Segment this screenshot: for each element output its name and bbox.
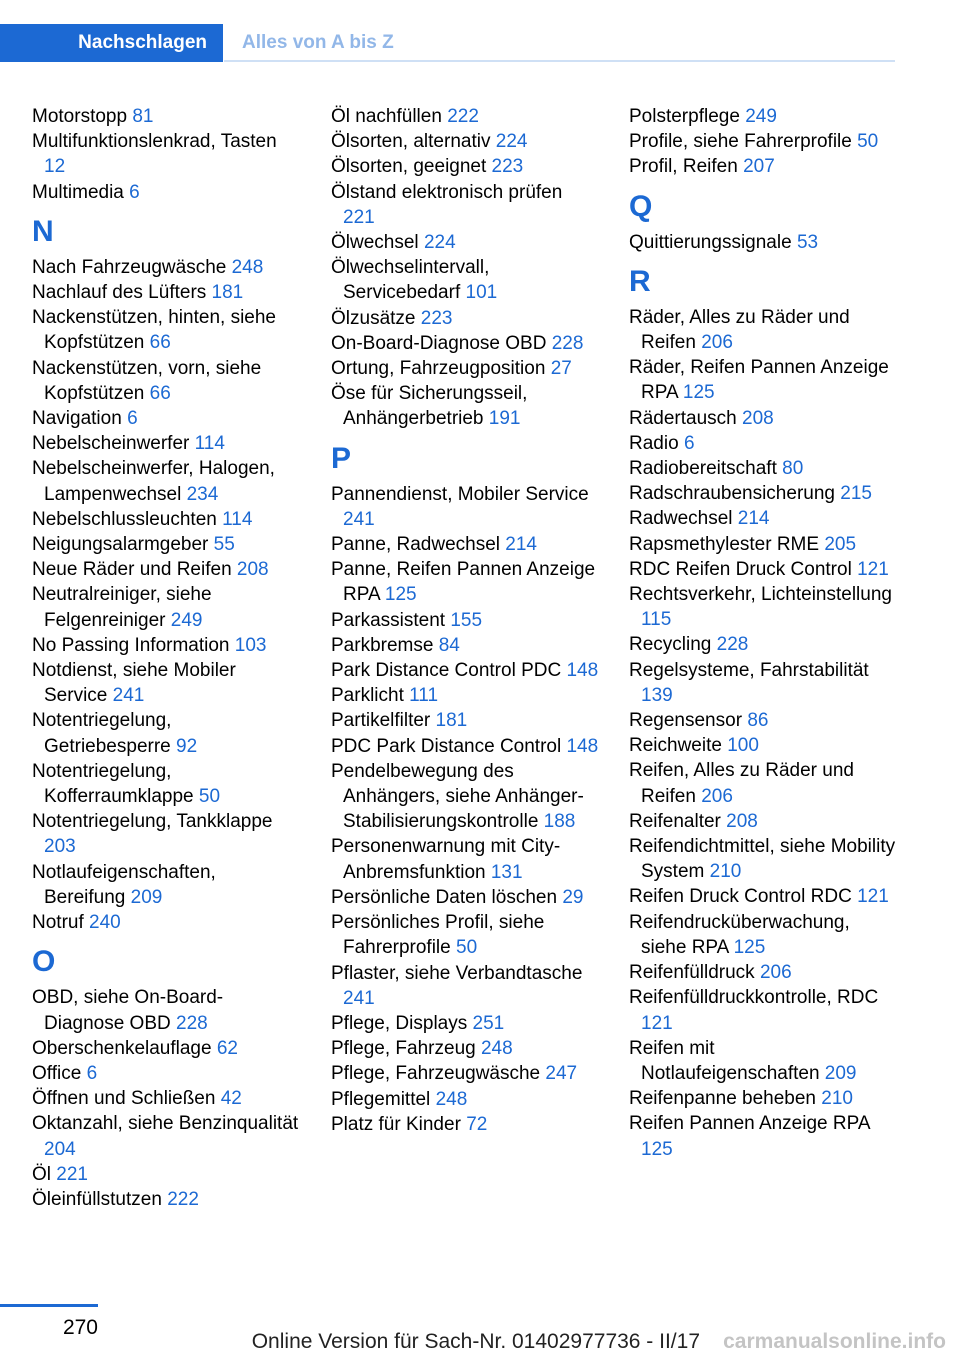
index-entry	[629, 456, 897, 481]
index-entry	[32, 406, 300, 431]
index-entry	[331, 1011, 599, 1036]
page-link[interactable]: 204	[44, 1138, 76, 1160]
entry-term: Radschraubensicherung	[629, 483, 835, 505]
page-link[interactable]: 92	[176, 735, 198, 757]
index-entry	[32, 1036, 300, 1061]
index-entry	[32, 532, 300, 557]
entry-term: Öleinfüllstutzen	[32, 1188, 162, 1210]
online-version-note: Online Version für Sach-Nr. 01402977736 - II/17	[251, 1330, 700, 1353]
entry-term: Neue Räder und Reifen	[32, 559, 232, 581]
entry-term: Recycling	[629, 634, 712, 656]
index-entry	[331, 230, 599, 255]
index-entry	[629, 129, 897, 154]
entry-term: Reifen, Alles zu Räder und Reifen	[629, 760, 854, 807]
entry-term: Öl	[32, 1163, 51, 1185]
page-link[interactable]: 114	[194, 433, 225, 455]
entry-term: Notlaufeigenschaften, Bereifung	[32, 861, 216, 908]
page-link[interactable]: 241	[112, 685, 145, 707]
entry-term: Reichweite	[629, 735, 722, 757]
index-entry	[331, 482, 599, 532]
page-link[interactable]: 155	[450, 609, 483, 631]
entry-term: Persönliches Profil, siehe Fahrerprofile	[331, 912, 545, 959]
entry-term: Ölwechsel	[331, 232, 419, 254]
page-link[interactable]: 228	[716, 634, 749, 656]
entry-term: Parkbremse	[331, 634, 434, 656]
entry-term: Notentriegelung, Kofferraumklappe	[32, 760, 194, 808]
footer-rule	[0, 1304, 98, 1307]
index-entry	[629, 431, 897, 456]
index-entry	[629, 809, 897, 834]
index-entry	[629, 230, 897, 255]
page-link[interactable]: 6	[129, 181, 140, 203]
page-link[interactable]: 12	[44, 156, 66, 178]
entry-term: Reifenalter	[629, 810, 721, 832]
entry-term: Reifen mit Notlaufeigenschaften	[629, 1037, 820, 1084]
index-entry	[629, 658, 897, 708]
entry-term: Nach Fahrzeugwäsche	[32, 256, 227, 278]
entry-term: Nebelschlussleuchten	[32, 508, 217, 530]
index-entry	[32, 1061, 300, 1086]
entry-term: Radwechsel	[629, 508, 733, 530]
entry-term: Ölwechselintervall, Servicebedarf	[331, 257, 490, 304]
page-link[interactable]: 125	[641, 1138, 673, 1160]
index-entry	[32, 255, 300, 280]
entry-term: No Passing Information	[32, 634, 230, 656]
index-entry	[32, 582, 300, 632]
index-entry	[331, 331, 599, 356]
index-entry	[32, 557, 300, 582]
index-entry	[32, 129, 300, 179]
index-entry	[32, 1187, 300, 1212]
page-link[interactable]: 55	[213, 534, 235, 556]
entry-term: Parklicht	[331, 685, 404, 707]
entry-term: Profile, siehe Fahrerprofile	[629, 131, 852, 153]
entry-term: Neigungsalarmgeber	[32, 534, 209, 556]
index-entry	[331, 910, 599, 960]
index-entry	[32, 431, 300, 456]
page-link[interactable]: 206	[759, 962, 792, 984]
entry-term: Reifendrucküberwachung, siehe RPA	[629, 911, 850, 958]
page-link[interactable]: 50	[857, 131, 879, 153]
page-link[interactable]: 6	[127, 408, 138, 430]
index-entry	[32, 860, 300, 910]
index-entry	[629, 406, 897, 431]
entry-term: Polsterpflege	[629, 106, 740, 127]
index-column-2	[331, 104, 599, 1137]
entry-term: PDC Park Distance Control	[331, 735, 562, 757]
entry-term: Reifen Druck Control RDC	[629, 886, 852, 908]
index-entry	[629, 834, 897, 884]
page-link[interactable]: 209	[824, 1062, 857, 1084]
page-link[interactable]: 50	[198, 786, 221, 808]
page-link[interactable]: 215	[840, 483, 872, 505]
page-link[interactable]: 203	[44, 836, 76, 858]
index-entry	[331, 658, 599, 683]
page-link[interactable]: 66	[149, 382, 171, 404]
index-entry	[331, 306, 599, 331]
entry-term: On-Board-Diagnose OBD	[331, 332, 547, 354]
index-entry	[331, 154, 599, 179]
entry-term: Öffnen und Schließen	[32, 1088, 216, 1110]
entry-term: Radio	[629, 432, 679, 454]
page-link[interactable]: 86	[747, 710, 769, 732]
page-link[interactable]: 81	[132, 106, 154, 127]
entry-term: Öse für Sicherungsseil, Anhängerbetrieb	[331, 383, 528, 430]
index-entry	[331, 381, 599, 431]
entry-term: Pflegemittel	[331, 1088, 431, 1110]
index-entry	[629, 960, 897, 985]
page-link[interactable]: 224	[495, 131, 528, 153]
page-link[interactable]: 50	[456, 937, 478, 959]
index-entry	[331, 532, 599, 557]
index-entry	[629, 758, 897, 808]
index-entry	[629, 910, 897, 960]
page-link[interactable]: 111	[409, 685, 439, 707]
index-entry	[629, 1111, 897, 1161]
index-entry	[331, 557, 599, 607]
entry-term: Nackenstützen, vorn, siehe Kopfstützen	[32, 357, 262, 404]
entry-term: Ortung, Fahrzeugposition	[331, 358, 546, 380]
index-entry	[331, 129, 599, 154]
index-entry	[32, 759, 300, 809]
page-link[interactable]: 248	[480, 1038, 513, 1060]
page-link[interactable]: 101	[465, 282, 498, 304]
page-link[interactable]: 223	[491, 156, 524, 178]
entry-term: Pflege, Fahrzeug	[331, 1038, 476, 1060]
page-link[interactable]: 125	[682, 382, 715, 404]
entry-term: Öl nachfüllen	[331, 106, 442, 127]
entry-term: Pflaster, siehe Verbandtasche	[331, 962, 583, 984]
index-entry	[32, 708, 300, 758]
index-entry	[32, 280, 300, 305]
page-link[interactable]: 248	[231, 256, 264, 278]
tab-label: Alles von A bis Z	[242, 32, 394, 53]
page-link[interactable]: 72	[466, 1113, 488, 1135]
entry-term: Pflege, Fahrzeugwäsche	[331, 1063, 541, 1085]
entry-term: Nebelscheinwerfer, Halogen, Lampenwechsel	[32, 458, 275, 505]
page-link[interactable]: 214	[505, 534, 537, 556]
page-link[interactable]: 66	[149, 332, 171, 354]
page-link[interactable]: 103	[234, 634, 267, 656]
page-link[interactable]: 248	[435, 1088, 468, 1110]
entry-term: Ölsorten, geeignet	[331, 156, 487, 178]
index-entry	[331, 708, 599, 733]
index-entry	[629, 985, 897, 1035]
page-link[interactable]: 205	[824, 533, 857, 555]
index-entry	[331, 759, 599, 835]
index-entry	[629, 884, 897, 909]
entry-term: Pannendienst, Mobiler Service	[331, 483, 589, 505]
page-link[interactable]: 221	[56, 1163, 88, 1185]
page-link[interactable]: 210	[821, 1088, 853, 1110]
index-entry	[629, 733, 897, 758]
index-entry	[629, 557, 897, 582]
page-link[interactable]: 214	[737, 508, 770, 530]
page-link[interactable]: 208	[726, 810, 758, 832]
index-entry	[629, 632, 897, 657]
page-link[interactable]: 121	[857, 886, 889, 908]
page-link[interactable]: 121	[641, 1012, 673, 1034]
index-entry	[629, 305, 897, 355]
entry-term: Notruf	[32, 912, 84, 934]
page-link[interactable]: 223	[420, 307, 453, 329]
entry-term: Reifenfülldruckkontrolle, RDC	[629, 987, 879, 1009]
entry-term: Ölsorten, alternativ	[331, 131, 491, 153]
section-letter: Q	[629, 189, 653, 223]
page-link[interactable]: 29	[562, 886, 584, 908]
page-link[interactable]: 247	[545, 1063, 578, 1085]
page-link[interactable]: 181	[211, 282, 244, 304]
page-link[interactable]: 188	[543, 811, 576, 833]
entry-term: Oktanzahl, siehe Benzinqualität	[32, 1113, 299, 1135]
entry-term: Office	[32, 1062, 82, 1084]
page-number: 270	[62, 1316, 98, 1339]
entry-term: RDC Reifen Druck Control	[629, 558, 852, 580]
entry-term: Pendelbewegung des Anhängers, siehe Anhänger-Stabilisierungskontrolle	[331, 760, 584, 833]
page-link[interactable]: 100	[727, 735, 759, 757]
index-entry	[331, 683, 599, 708]
page-link[interactable]: 228	[551, 332, 584, 354]
index-entry	[32, 633, 300, 658]
page-link[interactable]: 251	[472, 1012, 505, 1034]
entry-term: Ölstand elektronisch prüfen	[331, 181, 563, 203]
entry-term: Motorstopp	[32, 106, 128, 127]
entry-term: Personenwarnung mit City-Anbremsfunktion	[331, 836, 561, 883]
index-entry	[32, 809, 300, 859]
page-link[interactable]: 6	[683, 432, 695, 454]
index-entry	[331, 104, 599, 129]
page-link[interactable]: 191	[488, 408, 521, 430]
section-letter: R	[629, 264, 651, 298]
page-link[interactable]: 209	[130, 886, 163, 908]
entry-term: Räder, Reifen Pannen Anzeige RPA	[629, 357, 889, 404]
page-link[interactable]: 42	[220, 1088, 242, 1110]
page-link[interactable]: 181	[435, 710, 468, 732]
entry-term: Notentriegelung, Getriebesperre	[32, 710, 172, 757]
watermark: carmanualsonline.info	[723, 1330, 946, 1353]
index-entry	[32, 1111, 300, 1161]
entry-term: Notdienst, siehe Mobiler Service	[32, 660, 236, 707]
page-link[interactable]: 249	[745, 106, 777, 127]
index-entry	[629, 1086, 897, 1111]
page-link[interactable]: 222	[167, 1188, 199, 1210]
index-entry	[331, 180, 599, 230]
page-link[interactable]: 206	[701, 785, 733, 807]
index-entry	[32, 180, 300, 205]
entry-term: Pflege, Displays	[331, 1012, 468, 1034]
index-entry	[331, 356, 599, 381]
page-link[interactable]: 125	[733, 936, 766, 958]
index-column-1	[32, 104, 300, 1212]
entry-term: Rechtsverkehr, Lichteinstellung	[629, 584, 892, 606]
page-link[interactable]: 80	[782, 458, 804, 480]
index-entry	[629, 154, 897, 179]
index-entry	[32, 658, 300, 708]
entry-term: Reifen Pannen Anzeige RPA	[629, 1113, 870, 1135]
index-entry	[629, 481, 897, 506]
page-link[interactable]: 249	[170, 609, 203, 631]
index-entry	[629, 582, 897, 632]
page-link[interactable]: 208	[742, 407, 774, 429]
index-entry	[331, 1112, 599, 1137]
entry-term: Panne, Radwechsel	[331, 534, 500, 556]
index-entry	[629, 1036, 897, 1086]
index-entry	[331, 834, 599, 884]
index-entry	[331, 1087, 599, 1112]
page-link[interactable]: 208	[236, 559, 269, 581]
entry-term: Neutralreiniger, siehe Felgenreiniger	[32, 584, 212, 631]
entry-term: Räder, Alles zu Räder und Reifen	[629, 306, 850, 354]
page-link[interactable]: 241	[343, 987, 375, 1009]
entry-term: Multifunktionslenkrad, Tasten	[32, 131, 277, 153]
entry-term: Rapsmethylester RME	[629, 533, 820, 555]
index-entry	[331, 734, 599, 759]
page-link[interactable]: 148	[566, 735, 599, 757]
entry-term: Rädertausch	[629, 407, 737, 429]
page-link[interactable]: 224	[423, 232, 456, 254]
index-entry	[629, 355, 897, 405]
index-entry	[331, 633, 599, 658]
header-tabs	[0, 24, 895, 62]
entry-term: Ölzusätze	[331, 307, 416, 329]
entry-term: Regelsysteme, Fahrstabilität	[629, 659, 869, 681]
page-link[interactable]: 131	[490, 861, 523, 883]
page-link[interactable]: 53	[796, 231, 819, 253]
page-link[interactable]: 6	[86, 1062, 98, 1084]
entry-term: Platz für Kinder	[331, 1113, 461, 1135]
page-link[interactable]: 62	[216, 1037, 238, 1059]
index-entry	[32, 507, 300, 532]
index-entry	[32, 985, 300, 1035]
index-entry	[32, 1086, 300, 1111]
page-link[interactable]: 206	[701, 332, 733, 354]
page-link[interactable]: 241	[343, 508, 375, 530]
entry-term: Nebelscheinwerfer	[32, 433, 190, 455]
index-entry	[32, 305, 300, 355]
index-entry	[331, 1061, 599, 1086]
index-entry	[629, 104, 897, 129]
page-link[interactable]: 84	[438, 634, 460, 656]
tab-alles-von-a-bis-z[interactable]	[224, 24, 394, 62]
entry-term: Multimedia	[32, 181, 124, 203]
page-link[interactable]: 234	[186, 483, 219, 505]
entry-term: Nachlauf des Lüfters	[32, 282, 207, 304]
page-link[interactable]: 114	[222, 508, 253, 530]
page-link[interactable]: 27	[550, 358, 572, 380]
index-entry	[629, 532, 897, 557]
index-entry	[331, 885, 599, 910]
page-link[interactable]: 125	[384, 584, 417, 606]
entry-term: Panne, Reifen Pannen Anzeige RPA	[331, 559, 596, 606]
index-entry	[32, 910, 300, 935]
page-link[interactable]: 222	[447, 106, 479, 127]
index-entry	[32, 104, 300, 129]
section-letter: O	[32, 945, 56, 979]
tab-label: Nachschlagen	[78, 32, 207, 53]
page-link[interactable]: 240	[89, 912, 121, 934]
section-letter: P	[331, 441, 352, 475]
entry-term: Profil, Reifen	[629, 156, 738, 178]
tab-nachschlagen[interactable]	[0, 24, 223, 62]
page-link[interactable]: 148	[566, 660, 599, 682]
index-entry	[629, 506, 897, 531]
entry-term: Radiobereitschaft	[629, 458, 777, 480]
entry-term: Regensensor	[629, 710, 743, 732]
page-link[interactable]: 210	[709, 861, 742, 883]
page-link[interactable]: 228	[176, 1012, 208, 1034]
tab-underline	[224, 60, 895, 62]
index-entry	[331, 961, 599, 1011]
entry-term: Park Distance Control PDC	[331, 660, 562, 682]
page-link[interactable]: 207	[743, 156, 775, 178]
page-link[interactable]: 121	[857, 558, 889, 580]
entry-term: Parkassistent	[331, 609, 446, 631]
entry-term: OBD, siehe On-Board-Diagnose OBD	[32, 987, 224, 1034]
index-entry	[32, 1162, 300, 1187]
entry-term: Partikelfilter	[331, 710, 431, 732]
section-letter: N	[32, 214, 54, 248]
entry-term: Quittierungssignale	[629, 231, 792, 253]
entry-term: Reifenpanne beheben	[629, 1088, 817, 1110]
entry-term: Reifenfülldruck	[629, 962, 755, 984]
page-link[interactable]: 221	[343, 206, 375, 228]
index-entry	[331, 255, 599, 305]
entry-term: Persönliche Daten löschen	[331, 886, 558, 908]
page-link[interactable]: 139	[641, 684, 673, 706]
index-entry	[32, 456, 300, 506]
index-entry	[32, 356, 300, 406]
index-entry	[331, 1036, 599, 1061]
index-column-3	[629, 104, 897, 1162]
entry-term: Notentriegelung, Tankklappe	[32, 811, 273, 833]
entry-term: Oberschenkelauflage	[32, 1037, 212, 1059]
page-link[interactable]: 115	[641, 609, 672, 631]
index-entry	[629, 708, 897, 733]
index-entry	[331, 608, 599, 633]
entry-term: Nackenstützen, hinten, siehe Kopfstützen	[32, 307, 276, 354]
entry-term: Reifendichtmittel, siehe Mobility System	[629, 836, 896, 883]
entry-term: Navigation	[32, 408, 122, 430]
